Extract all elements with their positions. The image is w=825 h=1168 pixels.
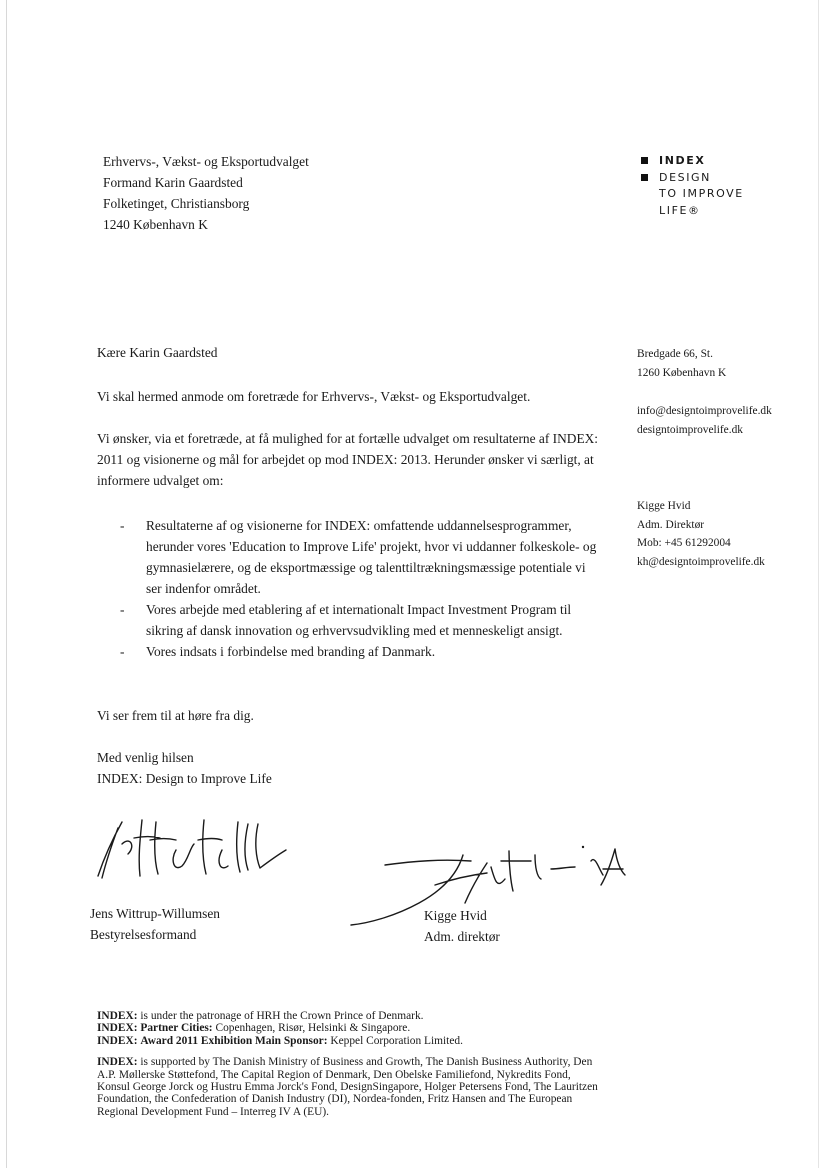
logo-line-2: DESIGN	[659, 170, 711, 184]
bullet-marker: -	[120, 602, 125, 617]
contact-mobile: Mob: +45 61292004	[637, 537, 731, 549]
sender-city: 1260 København K	[637, 366, 727, 379]
footer-label: INDEX:	[97, 1034, 138, 1047]
closing-line: Vi ser frem til at høre fra dig.	[97, 708, 254, 723]
sender-email: info@designtoimprovelife.dk	[637, 405, 772, 417]
signature-dot	[582, 846, 584, 848]
contact-email: kh@designtoimprovelife.dk	[637, 555, 765, 568]
contact-title: Adm. Direktør	[637, 518, 705, 531]
salutation: Kære Karin Gaardsted	[97, 345, 218, 360]
regards: Med venlig hilsen	[97, 750, 194, 765]
footer-award-text: Keppel Corporation Limited.	[330, 1034, 463, 1047]
bullet-list	[120, 515, 600, 662]
sender-street: Bredgade 66, St.	[637, 348, 713, 360]
footer-label: INDEX:	[97, 1010, 138, 1022]
footer-patronage	[97, 1010, 602, 1022]
signatory-right-title: Adm. direktør	[424, 929, 500, 944]
bullet-marker: -	[120, 518, 125, 533]
contact-name: Kigge Hvid	[637, 500, 691, 512]
sender-web: designtoimprovelife.dk	[637, 423, 743, 436]
footer-label: INDEX:	[97, 1056, 138, 1069]
footer-award-label: Award 2011 Exhibition Main Sponsor:	[140, 1034, 328, 1047]
signatory-right-name: Kigge Hvid	[424, 908, 487, 923]
footer-label: INDEX:	[97, 1022, 138, 1035]
footer-patronage-text: is under the patronage of HRH the Crown Prince of Denmark.	[140, 1010, 424, 1022]
organization-name: INDEX: Design to Improve Life	[97, 771, 272, 786]
signatory-left-name: Jens Wittrup-Willumsen	[90, 906, 220, 921]
sender-address	[637, 345, 726, 382]
footer-support	[97, 1056, 602, 1118]
recipient-line-2: Formand Karin Gaardsted	[103, 175, 243, 190]
footer-award	[97, 1035, 602, 1047]
signatory-left-title: Bestyrelsesformand	[90, 927, 197, 942]
recipient-address	[103, 151, 309, 235]
sender-web-contact	[637, 402, 772, 439]
bullet-text: Vores arbejde med etablering af et internationalt Impact Investment Program til sikring af dansk innovation og erhvervsudvikling med et menneskeligt ansigt.	[146, 602, 572, 638]
footer-partner-text: Copenhagen, Risør, Helsinki & Singapore.	[215, 1022, 411, 1035]
footer-partner-label: Partner Cities:	[140, 1022, 213, 1035]
footer-partners	[97, 1022, 602, 1034]
logo-line-1: INDEX	[659, 154, 706, 167]
bullet-item	[120, 599, 600, 641]
bullet-text: Resultaterne af og visionerne for INDEX: omfattende uddannelsesprogrammer, herunder vores 'Education to Improve Life' projekt, hvor vi uddanner folkeskole- og gymnasielærere, og de eksportmæssige og talenttiltrækningsmæssige potentiale vi ser indenfor området.	[146, 518, 597, 596]
signature-right-image	[345, 845, 635, 927]
bullet-item	[120, 641, 600, 662]
index-logo	[641, 153, 744, 219]
logo-square-icon	[641, 174, 648, 181]
recipient-line-4: 1240 København K	[103, 217, 208, 232]
paragraph-1: Vi skal hermed anmode om foretræde for Erhvervs-, Vækst- og Eksportudvalget.	[97, 389, 531, 404]
signature-left-image	[90, 810, 310, 890]
footer-support-text: is supported by The Danish Ministry of Business and Growth, The Danish Business Authority, Den A.P. Møllerske Støttefond, The Capital Region of Denmark, Den Obelske Familiefond, Nykredits Fond, Konsul George Jorck og Hustru Emma Jorck's Fond, DesignSingapore, Holger Petersens Fond, The Lauritzen Foundation, the Confederation of Danish Industry (DI), Nordea-fonden, Fritz Hansen and The European Regional Development Fund – Interreg IV A (EU).	[97, 1056, 598, 1118]
logo-line-3: TO IMPROVE	[659, 187, 744, 201]
scan-edge-right	[818, 0, 819, 1168]
footer	[97, 1010, 602, 1118]
paragraph-2: Vi ønsker, via et foretræde, at få mulighed for at fortælle udvalget om resultaterne af INDEX: 2011 og visionerne og mål for arbejdet op mod INDEX: 2013. Herunder ønsker vi særligt, at informere udvalget om:	[97, 431, 599, 488]
logo-square-icon	[641, 157, 648, 164]
bullet-item	[120, 515, 600, 599]
bullet-text: Vores indsats i forbindelse med branding af Danmark.	[146, 644, 436, 659]
bullet-marker: -	[120, 644, 125, 659]
logo-line-4: LIFE®	[659, 203, 701, 217]
recipient-line-1: Erhvervs-, Vækst- og Eksportudvalget	[103, 154, 309, 169]
scan-edge-left	[6, 0, 7, 1168]
sender-person-contact	[637, 497, 765, 571]
recipient-line-3: Folketinget, Christiansborg	[103, 196, 250, 211]
